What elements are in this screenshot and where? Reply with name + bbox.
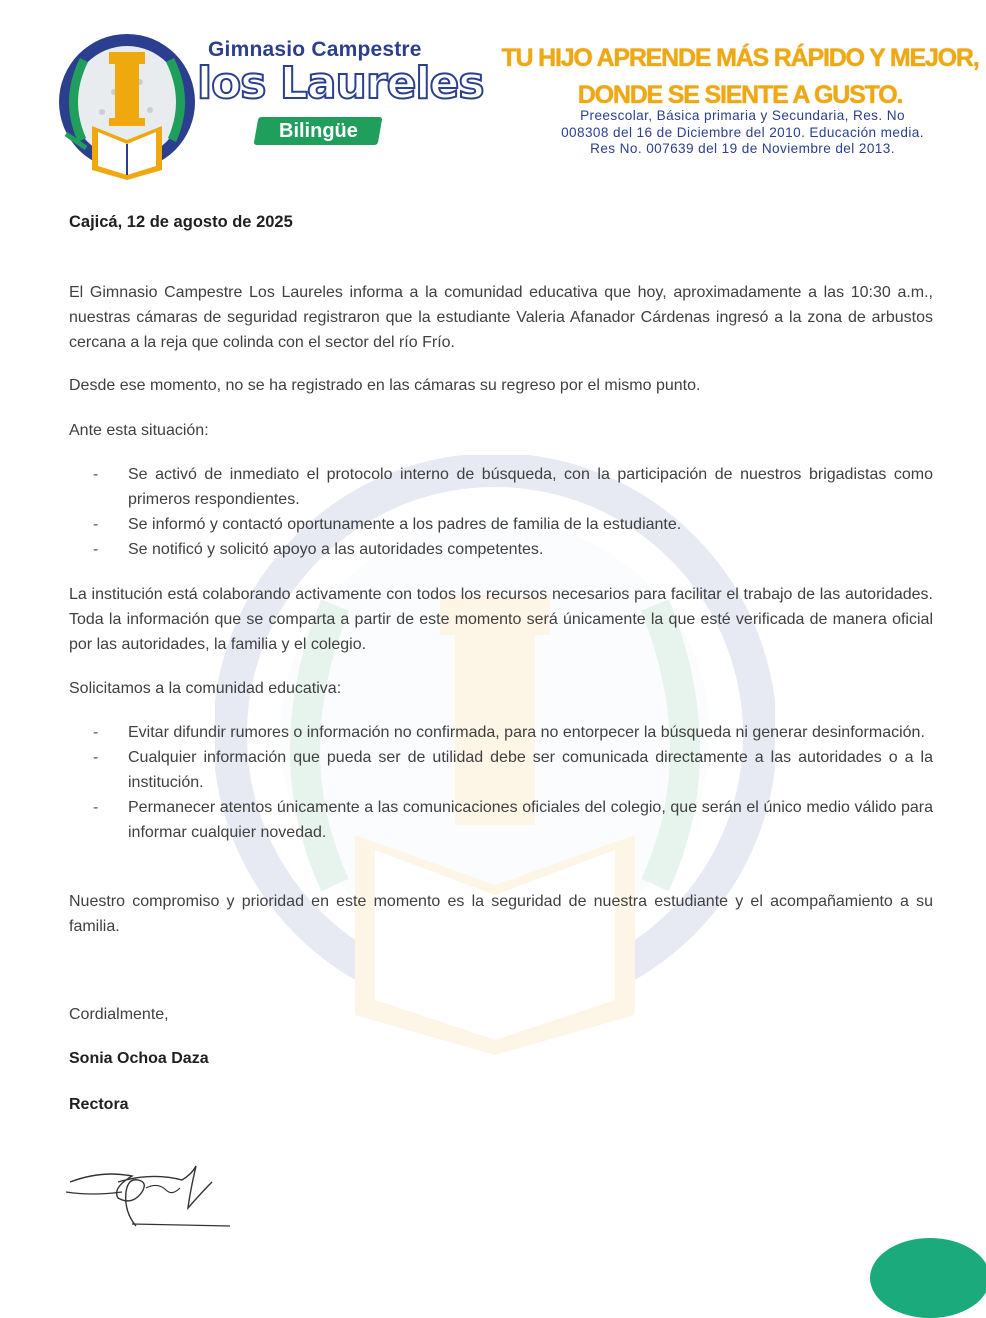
paragraph-situation: Ante esta situación: xyxy=(69,422,209,439)
paragraph-cameras: Desde ese momento, no se ha registrado en las cámaras su regreso por el mismo punto. xyxy=(69,377,701,394)
logo-school-prefix: Gimnasio Campestre xyxy=(208,38,422,61)
list-item xyxy=(69,720,933,745)
resolutions-line-3: Res No. 007639 del 19 de Noviembre del 2013. xyxy=(590,141,895,156)
paragraph-incident: El Gimnasio Campestre Los Laureles informa a la comunidad educativa que hoy, aproximadamente a las 10:30 a.m., nuestras cámaras de seguridad registraron que la estudiante Valeria Afanador Cárdenas ingresó a la zona de arbustos cercana a la reja que colinda con el sector del río Frío. xyxy=(69,284,933,351)
paragraph-collaboration: La institución está colaborando activamente con todos los recursos necesarios para facilitar el trabajo de las autoridades. Toda la información que se comparta a partir de este momento será únicamente la que esté verificada de manera oficial por las autoridades, la familia y el colegio. xyxy=(69,586,933,653)
list-item-text: Se activó de inmediato el protocolo interno de búsqueda, con la participación de nuestros brigadistas como primeros respondientes. xyxy=(128,466,933,508)
resolutions-line-1: Preescolar, Básica primaria y Secundaria, Res. No xyxy=(580,108,905,123)
list-item xyxy=(69,795,933,845)
bullet-dash: - xyxy=(93,516,99,533)
bullet-dash: - xyxy=(93,799,99,816)
signer-name: Sonia Ochoa Daza xyxy=(69,1050,209,1067)
slogan-line-2: DONDE SE SIENTE A GUSTO. xyxy=(577,81,903,109)
letterhead xyxy=(0,0,986,180)
list-item-text: Se notificó y solicitó apoyo a las autoridades competentes. xyxy=(128,541,544,558)
list-item xyxy=(69,512,933,537)
corner-decoration xyxy=(870,1238,986,1318)
logo-bilingual-badge xyxy=(254,117,383,145)
actions-list xyxy=(69,462,933,562)
slogan xyxy=(500,40,980,114)
bullet-dash: - xyxy=(93,724,99,741)
list-item xyxy=(69,462,933,512)
logo-badge-text: Bilingüe xyxy=(278,120,358,142)
requests-list xyxy=(69,720,933,845)
bullet-dash: - xyxy=(93,466,99,483)
letter-date: Cajicá, 12 de agosto de 2025 xyxy=(69,213,293,231)
logo-school-name: los Laureles xyxy=(197,58,484,109)
list-item-text: Evitar difundir rumores o información no confirmada, para no entorpecer la búsqueda ni generar desinformación. xyxy=(128,724,925,741)
paragraph-commitment: Nuestro compromiso y prioridad en este momento es la seguridad de nuestra estudiante y el acompañamiento a su familia. xyxy=(69,893,933,935)
bullet-dash: - xyxy=(93,541,99,558)
resolutions-text xyxy=(520,108,965,158)
signer-title: Rectora xyxy=(69,1096,129,1113)
list-item xyxy=(69,537,933,562)
list-item xyxy=(69,745,933,795)
signature-icon xyxy=(62,1152,242,1232)
list-item-text: Se informó y contactó oportunamente a los padres de familia de la estudiante. xyxy=(128,516,682,533)
bullet-dash: - xyxy=(93,749,99,766)
slogan-line-1: TU HIJO APRENDE MÁS RÁPIDO Y MEJOR, xyxy=(501,44,979,72)
school-crest-icon xyxy=(52,30,202,180)
resolutions-line-2: 008308 del 16 de Diciembre del 2010. Educación media. xyxy=(561,124,924,140)
closing-salutation: Cordialmente, xyxy=(69,1006,169,1023)
list-item-text: Cualquier información que pueda ser de utilidad debe ser comunicada directamente a las autoridades o a la institución. xyxy=(128,749,933,791)
paragraph-request: Solicitamos a la comunidad educativa: xyxy=(69,680,342,697)
list-item-text: Permanecer atentos únicamente a las comunicaciones oficiales del colegio, que serán el único medio válido para informar cualquier novedad. xyxy=(128,799,933,841)
